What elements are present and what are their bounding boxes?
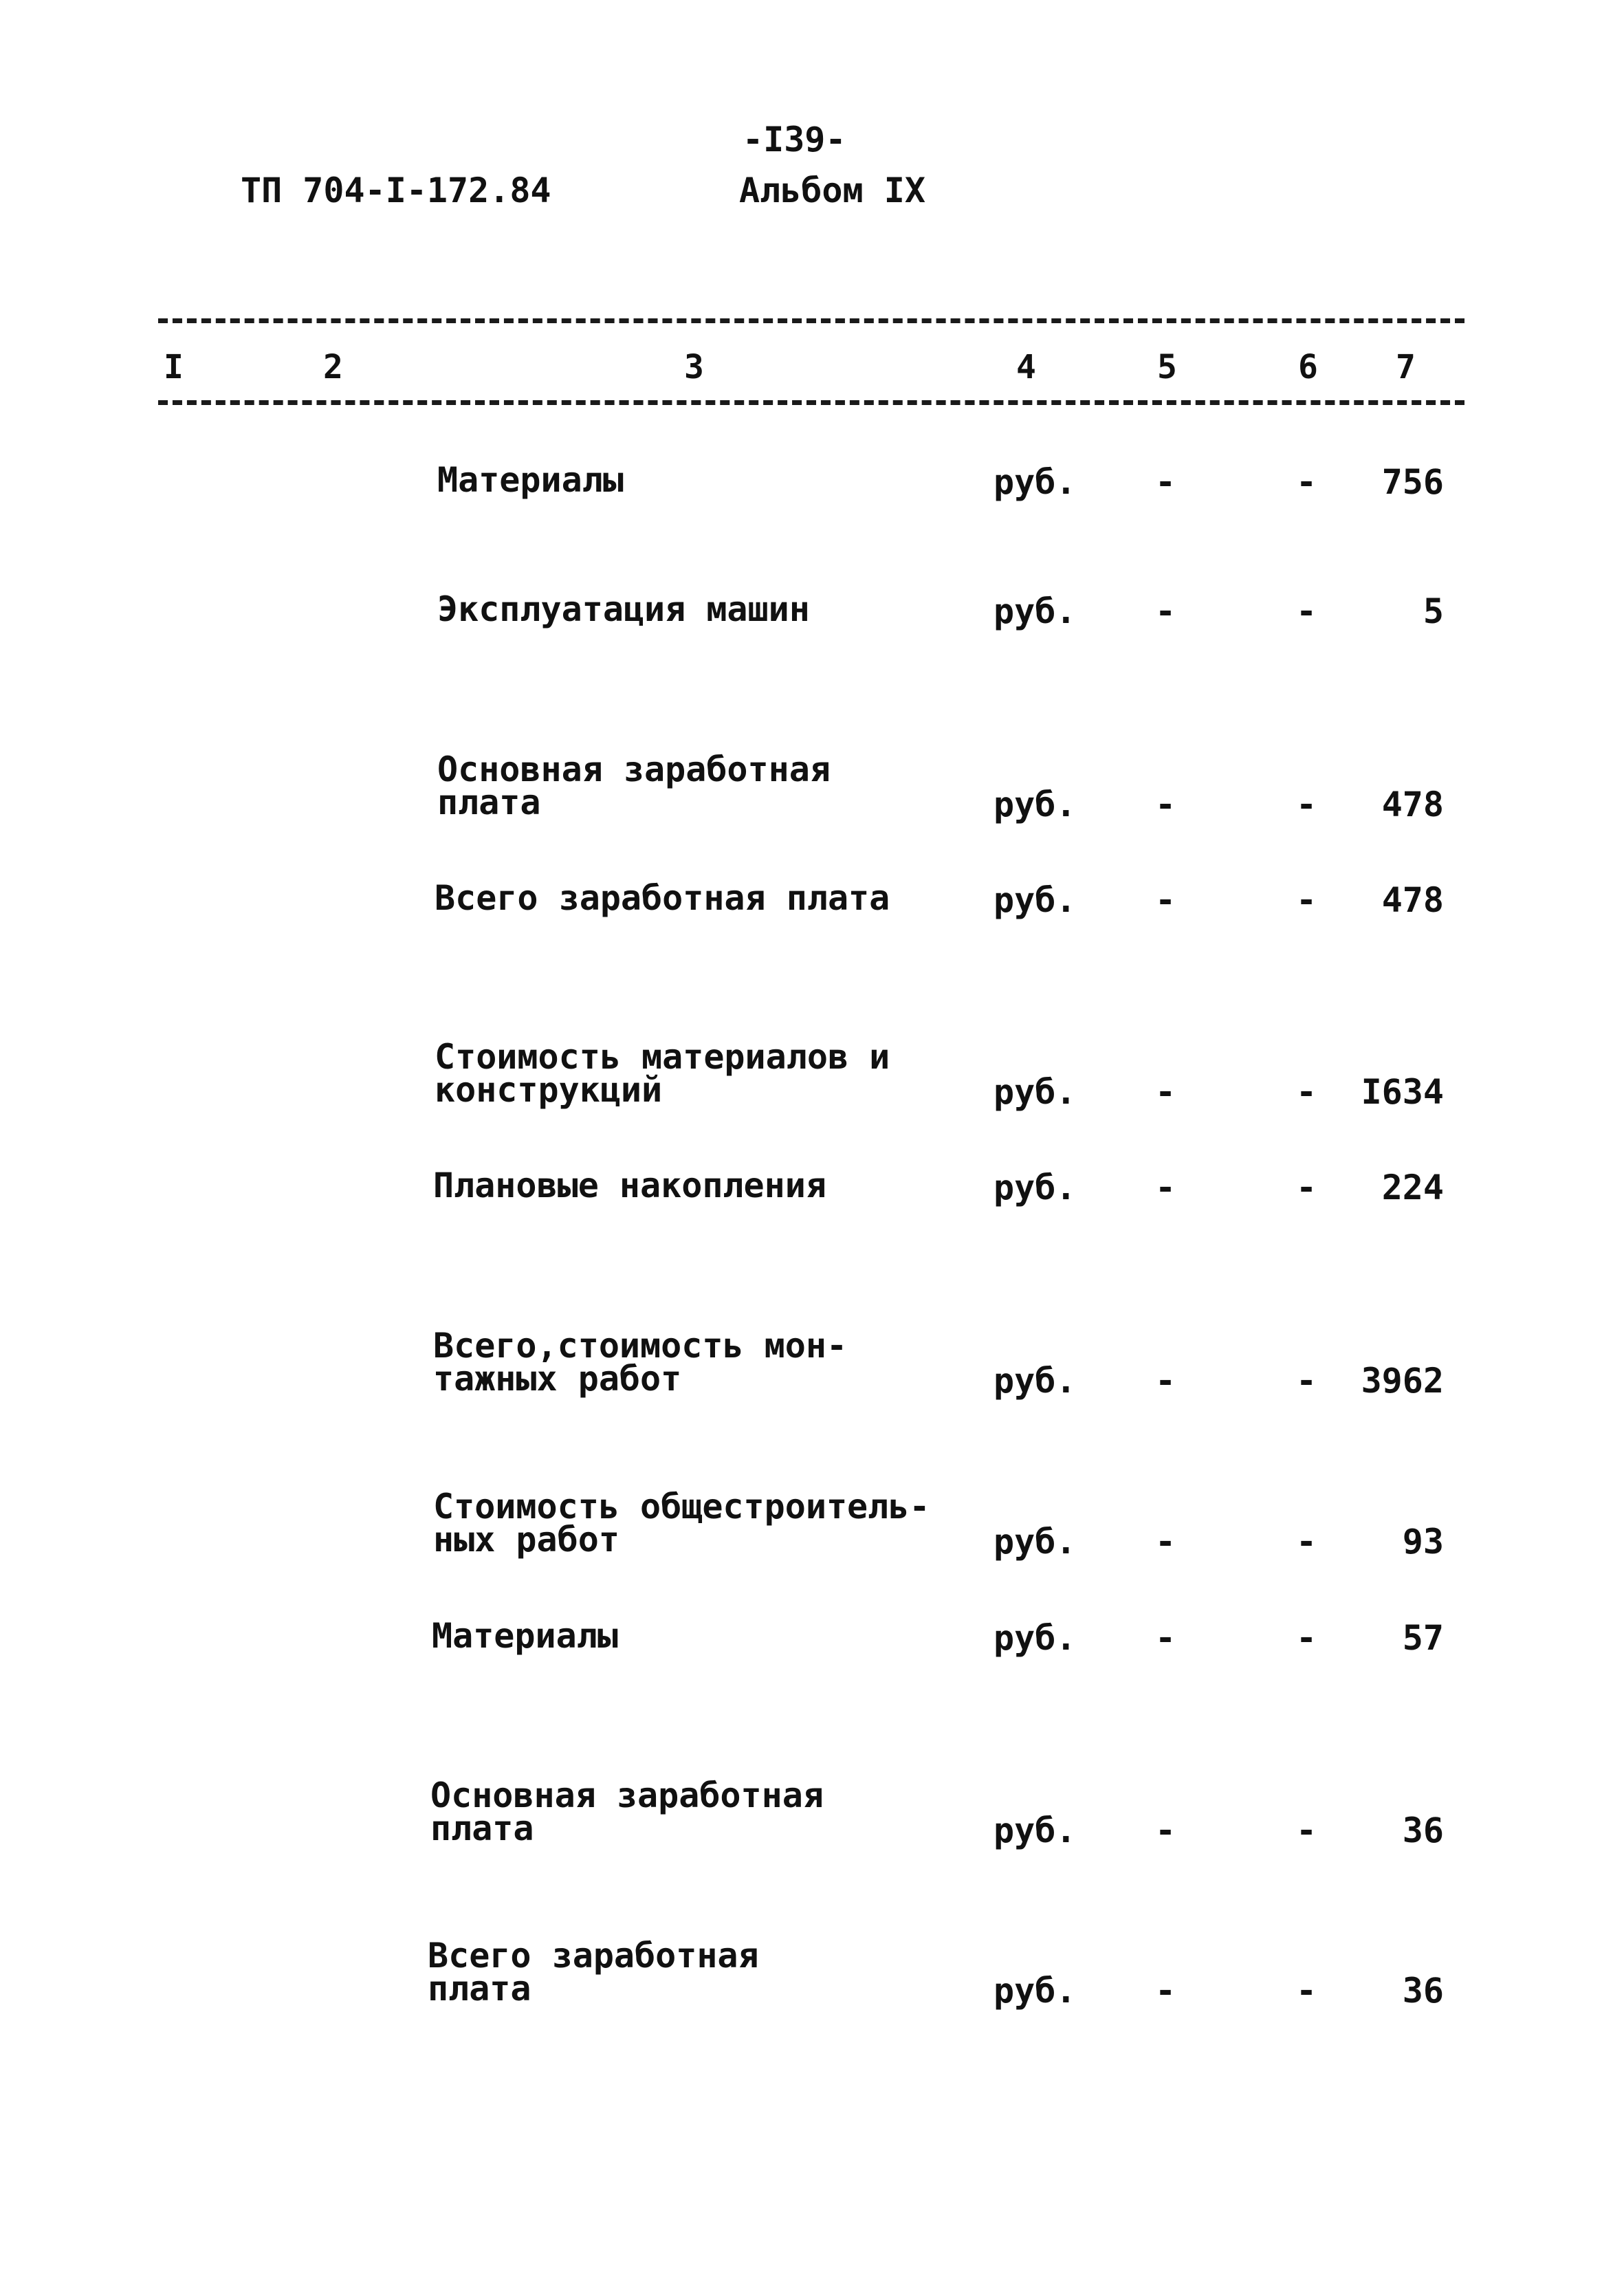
row-unit: руб.	[994, 880, 1077, 920]
row-value: 36	[1402, 1971, 1444, 2011]
row-unit: руб.	[994, 1971, 1077, 2011]
row-value: 756	[1381, 462, 1444, 502]
row-col5-dash: -	[1155, 1522, 1176, 1562]
row-col5-dash: -	[1155, 1811, 1176, 1850]
row-value: 5	[1423, 591, 1444, 631]
row-col6-dash: -	[1296, 785, 1317, 824]
row-col6-dash: -	[1296, 462, 1317, 502]
row-label-line: тажных работ	[433, 1359, 682, 1399]
row-value: 57	[1402, 1618, 1444, 1658]
row-col5-dash: -	[1155, 1361, 1176, 1401]
row-col5-dash: -	[1155, 1168, 1176, 1207]
album-label: Альбом IX	[739, 171, 925, 210]
column-header-3: 3	[684, 348, 704, 386]
row-col6-dash: -	[1296, 880, 1317, 920]
row-label-line: Всего,стоимость мон-	[433, 1326, 848, 1366]
row-col5-dash: -	[1155, 785, 1176, 824]
row-label-line: Стоимость материалов и	[435, 1037, 890, 1077]
row-unit: руб.	[994, 462, 1077, 502]
row-unit: руб.	[994, 591, 1077, 631]
row-label-line: Плановые накопления	[433, 1166, 826, 1205]
row-label-line: Основная заработная	[437, 750, 831, 789]
row-label-line: Всего заработная	[428, 1936, 759, 1976]
row-label-line: ных работ	[433, 1520, 619, 1560]
column-header-6: 6	[1298, 348, 1318, 386]
row-unit: руб.	[994, 785, 1077, 824]
row-label	[433, 1487, 930, 1560]
row-value: 478	[1381, 785, 1444, 824]
row-label-line: Эксплуатация машин	[437, 589, 810, 629]
row-label	[430, 1775, 824, 1848]
row-label-line: плата	[428, 1969, 531, 2009]
row-col6-dash: -	[1296, 1618, 1317, 1658]
row-value: 93	[1402, 1522, 1444, 1562]
row-label	[433, 1166, 826, 1205]
row-label	[432, 1616, 618, 1656]
table-top-rule	[158, 318, 1464, 323]
row-col6-dash: -	[1296, 1072, 1317, 1112]
row-col6-dash: -	[1296, 1811, 1317, 1850]
row-value: 224	[1381, 1168, 1444, 1207]
row-unit: руб.	[994, 1522, 1077, 1562]
row-label-line: плата	[430, 1808, 534, 1848]
row-col5-dash: -	[1155, 591, 1176, 631]
row-label-line: Всего заработная плата	[435, 878, 890, 918]
row-label-line: Основная заработная	[430, 1775, 824, 1815]
row-label-line: Стоимость общестроитель-	[433, 1487, 930, 1527]
row-label	[435, 878, 890, 918]
row-unit: руб.	[994, 1618, 1077, 1658]
row-col6-dash: -	[1296, 1361, 1317, 1401]
row-value: 3962	[1361, 1361, 1444, 1401]
row-label	[437, 460, 624, 500]
row-label	[428, 1936, 759, 2009]
row-col5-dash: -	[1155, 880, 1176, 920]
row-unit: руб.	[994, 1168, 1077, 1207]
row-col5-dash: -	[1155, 1971, 1176, 2011]
row-col5-dash: -	[1155, 1618, 1176, 1658]
row-label	[433, 1326, 848, 1399]
row-value: I634	[1361, 1072, 1444, 1112]
row-label-line: Материалы	[432, 1616, 618, 1656]
row-label-line: конструкций	[435, 1070, 663, 1110]
row-col6-dash: -	[1296, 1971, 1317, 2011]
page-number: -I39-	[743, 120, 846, 160]
row-value: 36	[1402, 1811, 1444, 1850]
row-col6-dash: -	[1296, 1168, 1317, 1207]
column-header-4: 4	[1016, 348, 1036, 386]
row-col6-dash: -	[1296, 591, 1317, 631]
row-col5-dash: -	[1155, 1072, 1176, 1112]
row-label	[437, 750, 831, 822]
row-col6-dash: -	[1296, 1522, 1317, 1562]
row-value: 478	[1381, 880, 1444, 920]
row-label-line: плата	[437, 783, 541, 822]
column-header-2: 2	[323, 348, 343, 386]
table-header-rule	[158, 400, 1464, 405]
column-header-1: I	[164, 348, 184, 386]
row-label	[437, 589, 810, 629]
document-code: ТП 704-I-172.84	[241, 171, 551, 210]
row-unit: руб.	[994, 1361, 1077, 1401]
row-col5-dash: -	[1155, 462, 1176, 502]
row-unit: руб.	[994, 1072, 1077, 1112]
column-header-7: 7	[1396, 348, 1416, 386]
column-header-5: 5	[1157, 348, 1177, 386]
row-unit: руб.	[994, 1811, 1077, 1850]
row-label	[435, 1037, 890, 1110]
row-label-line: Материалы	[437, 460, 624, 500]
